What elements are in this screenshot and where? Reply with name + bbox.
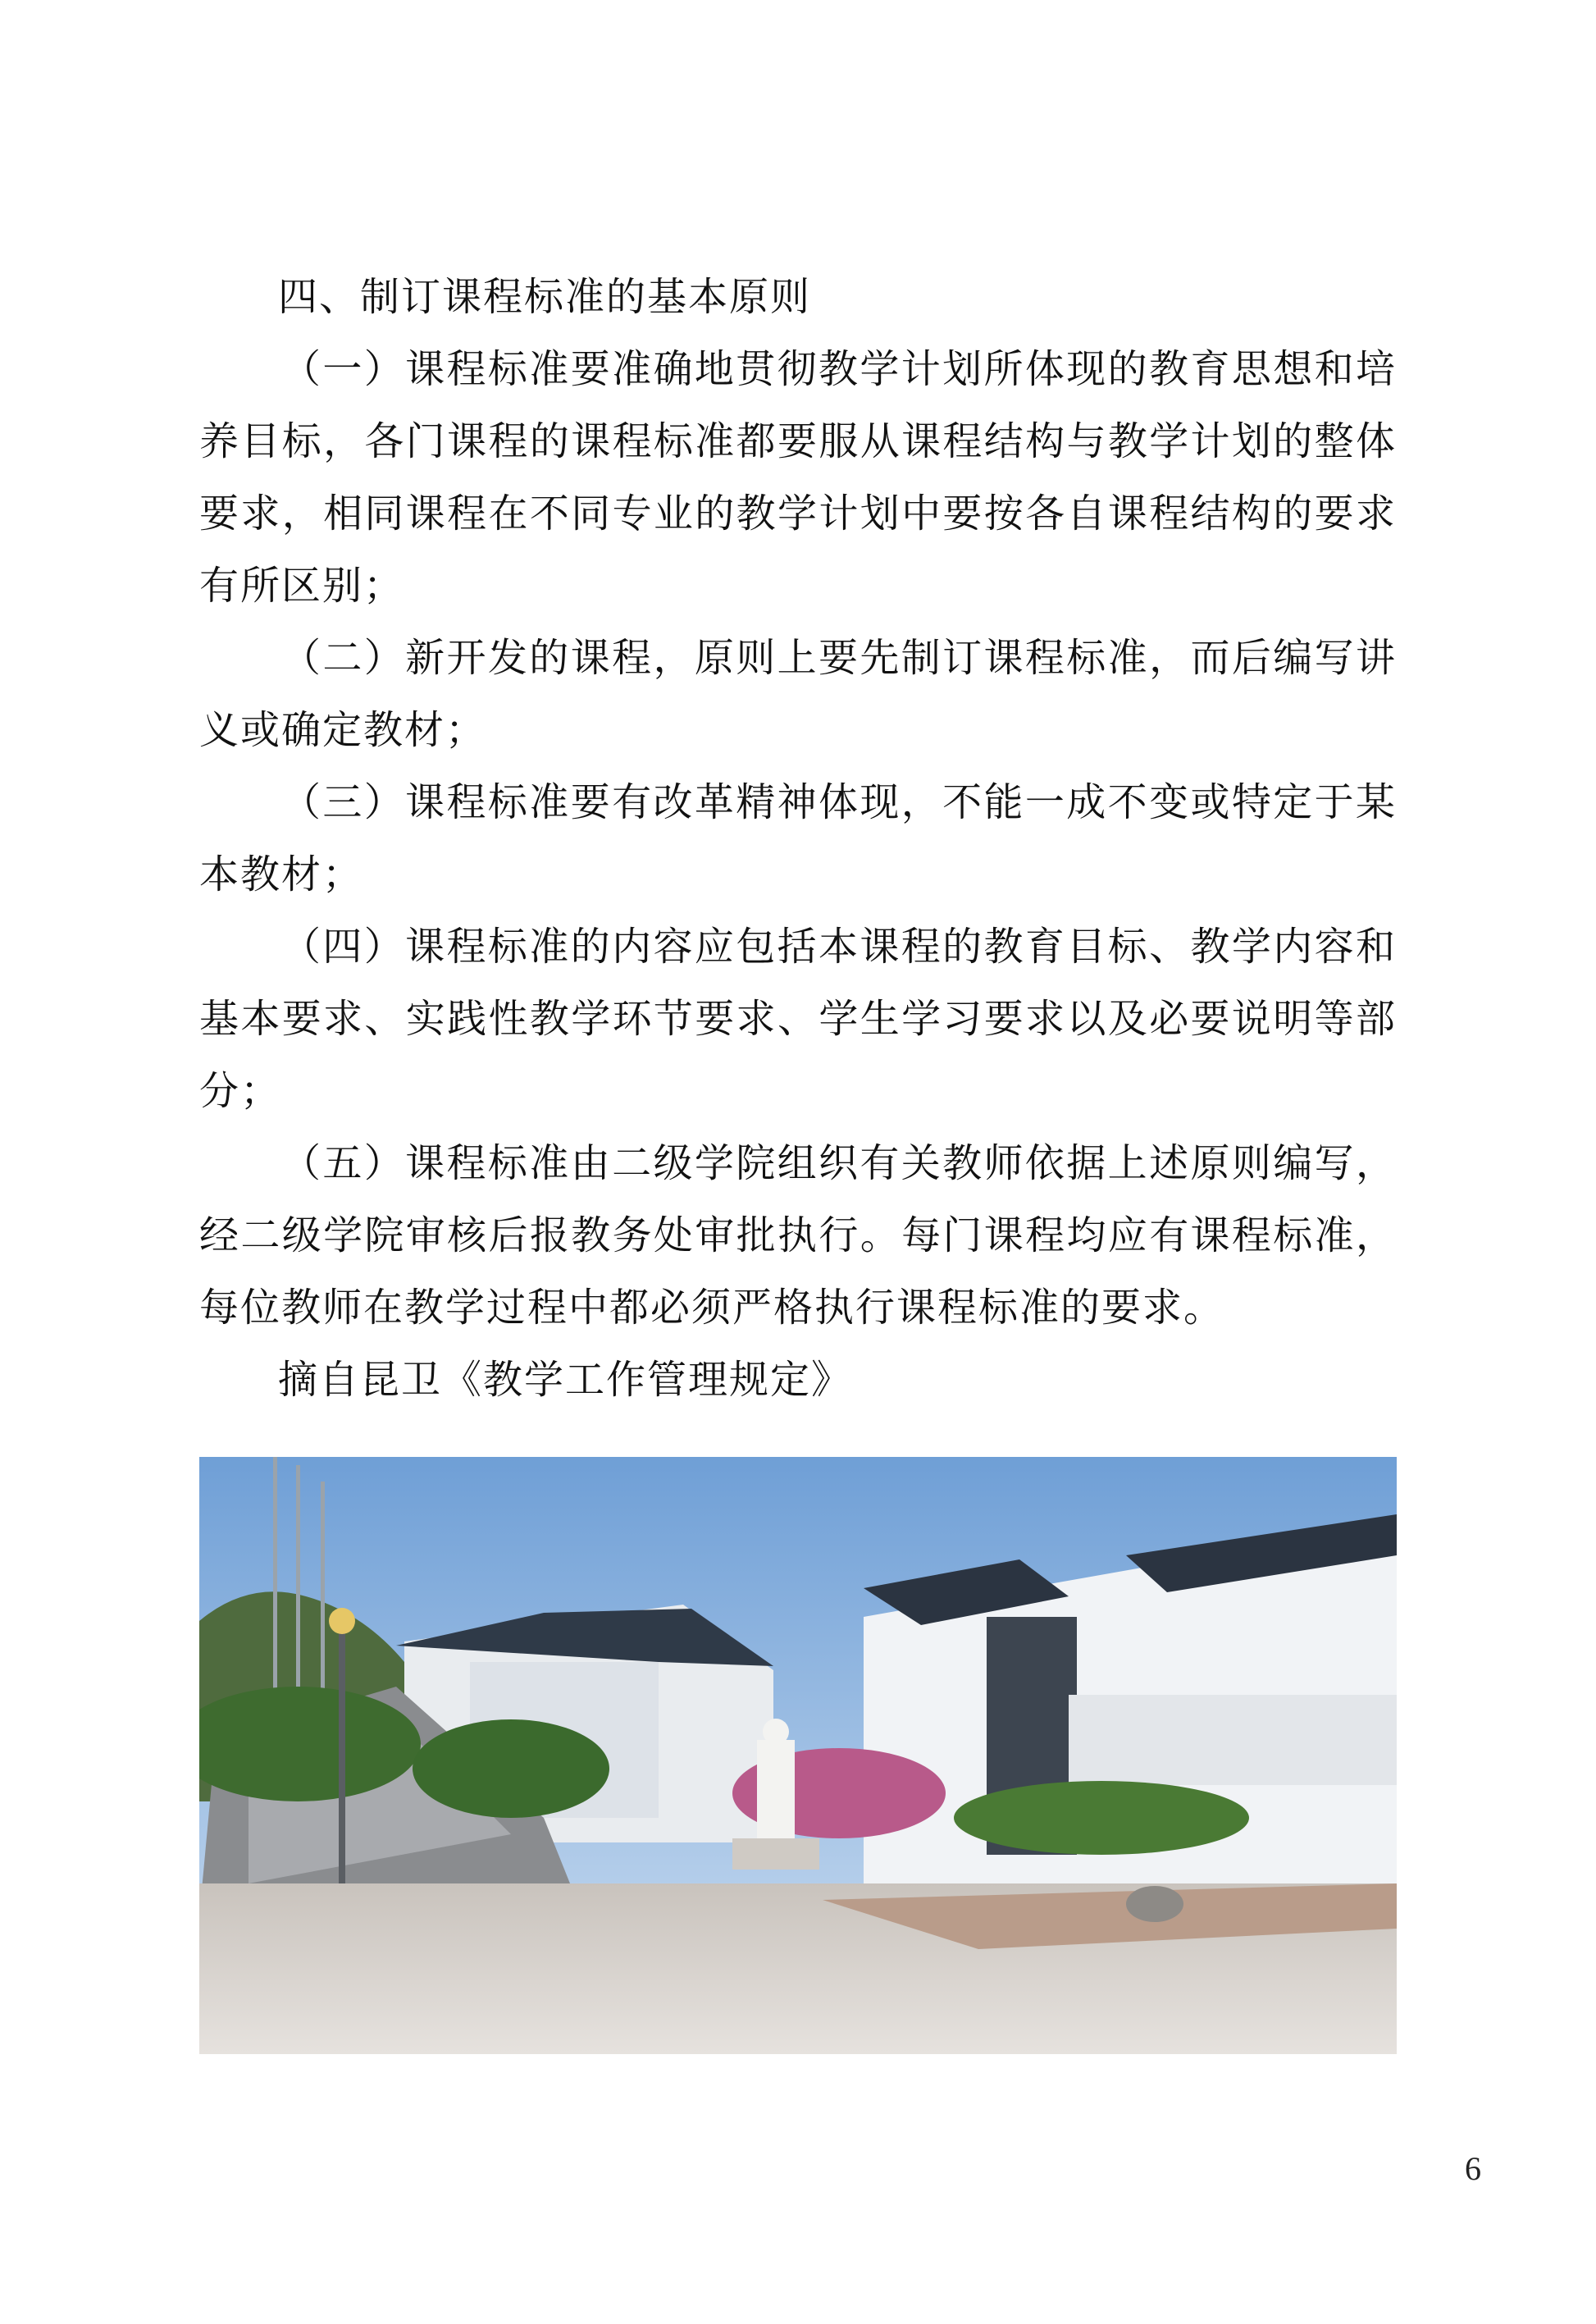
paragraph-2: （二）新开发的课程，原则上要先制订课程标准，而后编写讲义或确定教材； (199, 635, 1397, 753)
paragraph-5: （五）课程标准由二级学院组织有关教师依据上述原则编写，经二级学院审核后报教务处审批执行。每门课程均应有课程标准，每位教师在教学过程中都必须严格执行课程标准的要求。 (199, 1140, 1397, 1331)
campus-photo (199, 1457, 1397, 2054)
paragraph-3: （三）课程标准要有改革精神体现，不能一成不变或特定于某本教材； (199, 779, 1397, 897)
section-title: 四、制订课程标准的基本原则 (278, 274, 812, 320)
paragraph-1: （一）课程标准要准确地贯彻教学计划所体现的教育思想和培养目标，各门课程的课程标准都要服从课程结构与教学计划的整体要求，相同课程在不同专业的教学计划中要按各自课程结构的要求有所区别； (199, 346, 1397, 609)
paragraph-4: （四）课程标准的内容应包括本课程的教育目标、教学内容和基本要求、实践性教学环节要求、学生学习要求以及必要说明等部分； (199, 924, 1397, 1114)
document-body (199, 261, 1397, 1416)
page-number: 6 (1465, 2150, 1481, 2187)
source-note: 摘自昆卫《教学工作管理规定》 (278, 1357, 853, 1403)
